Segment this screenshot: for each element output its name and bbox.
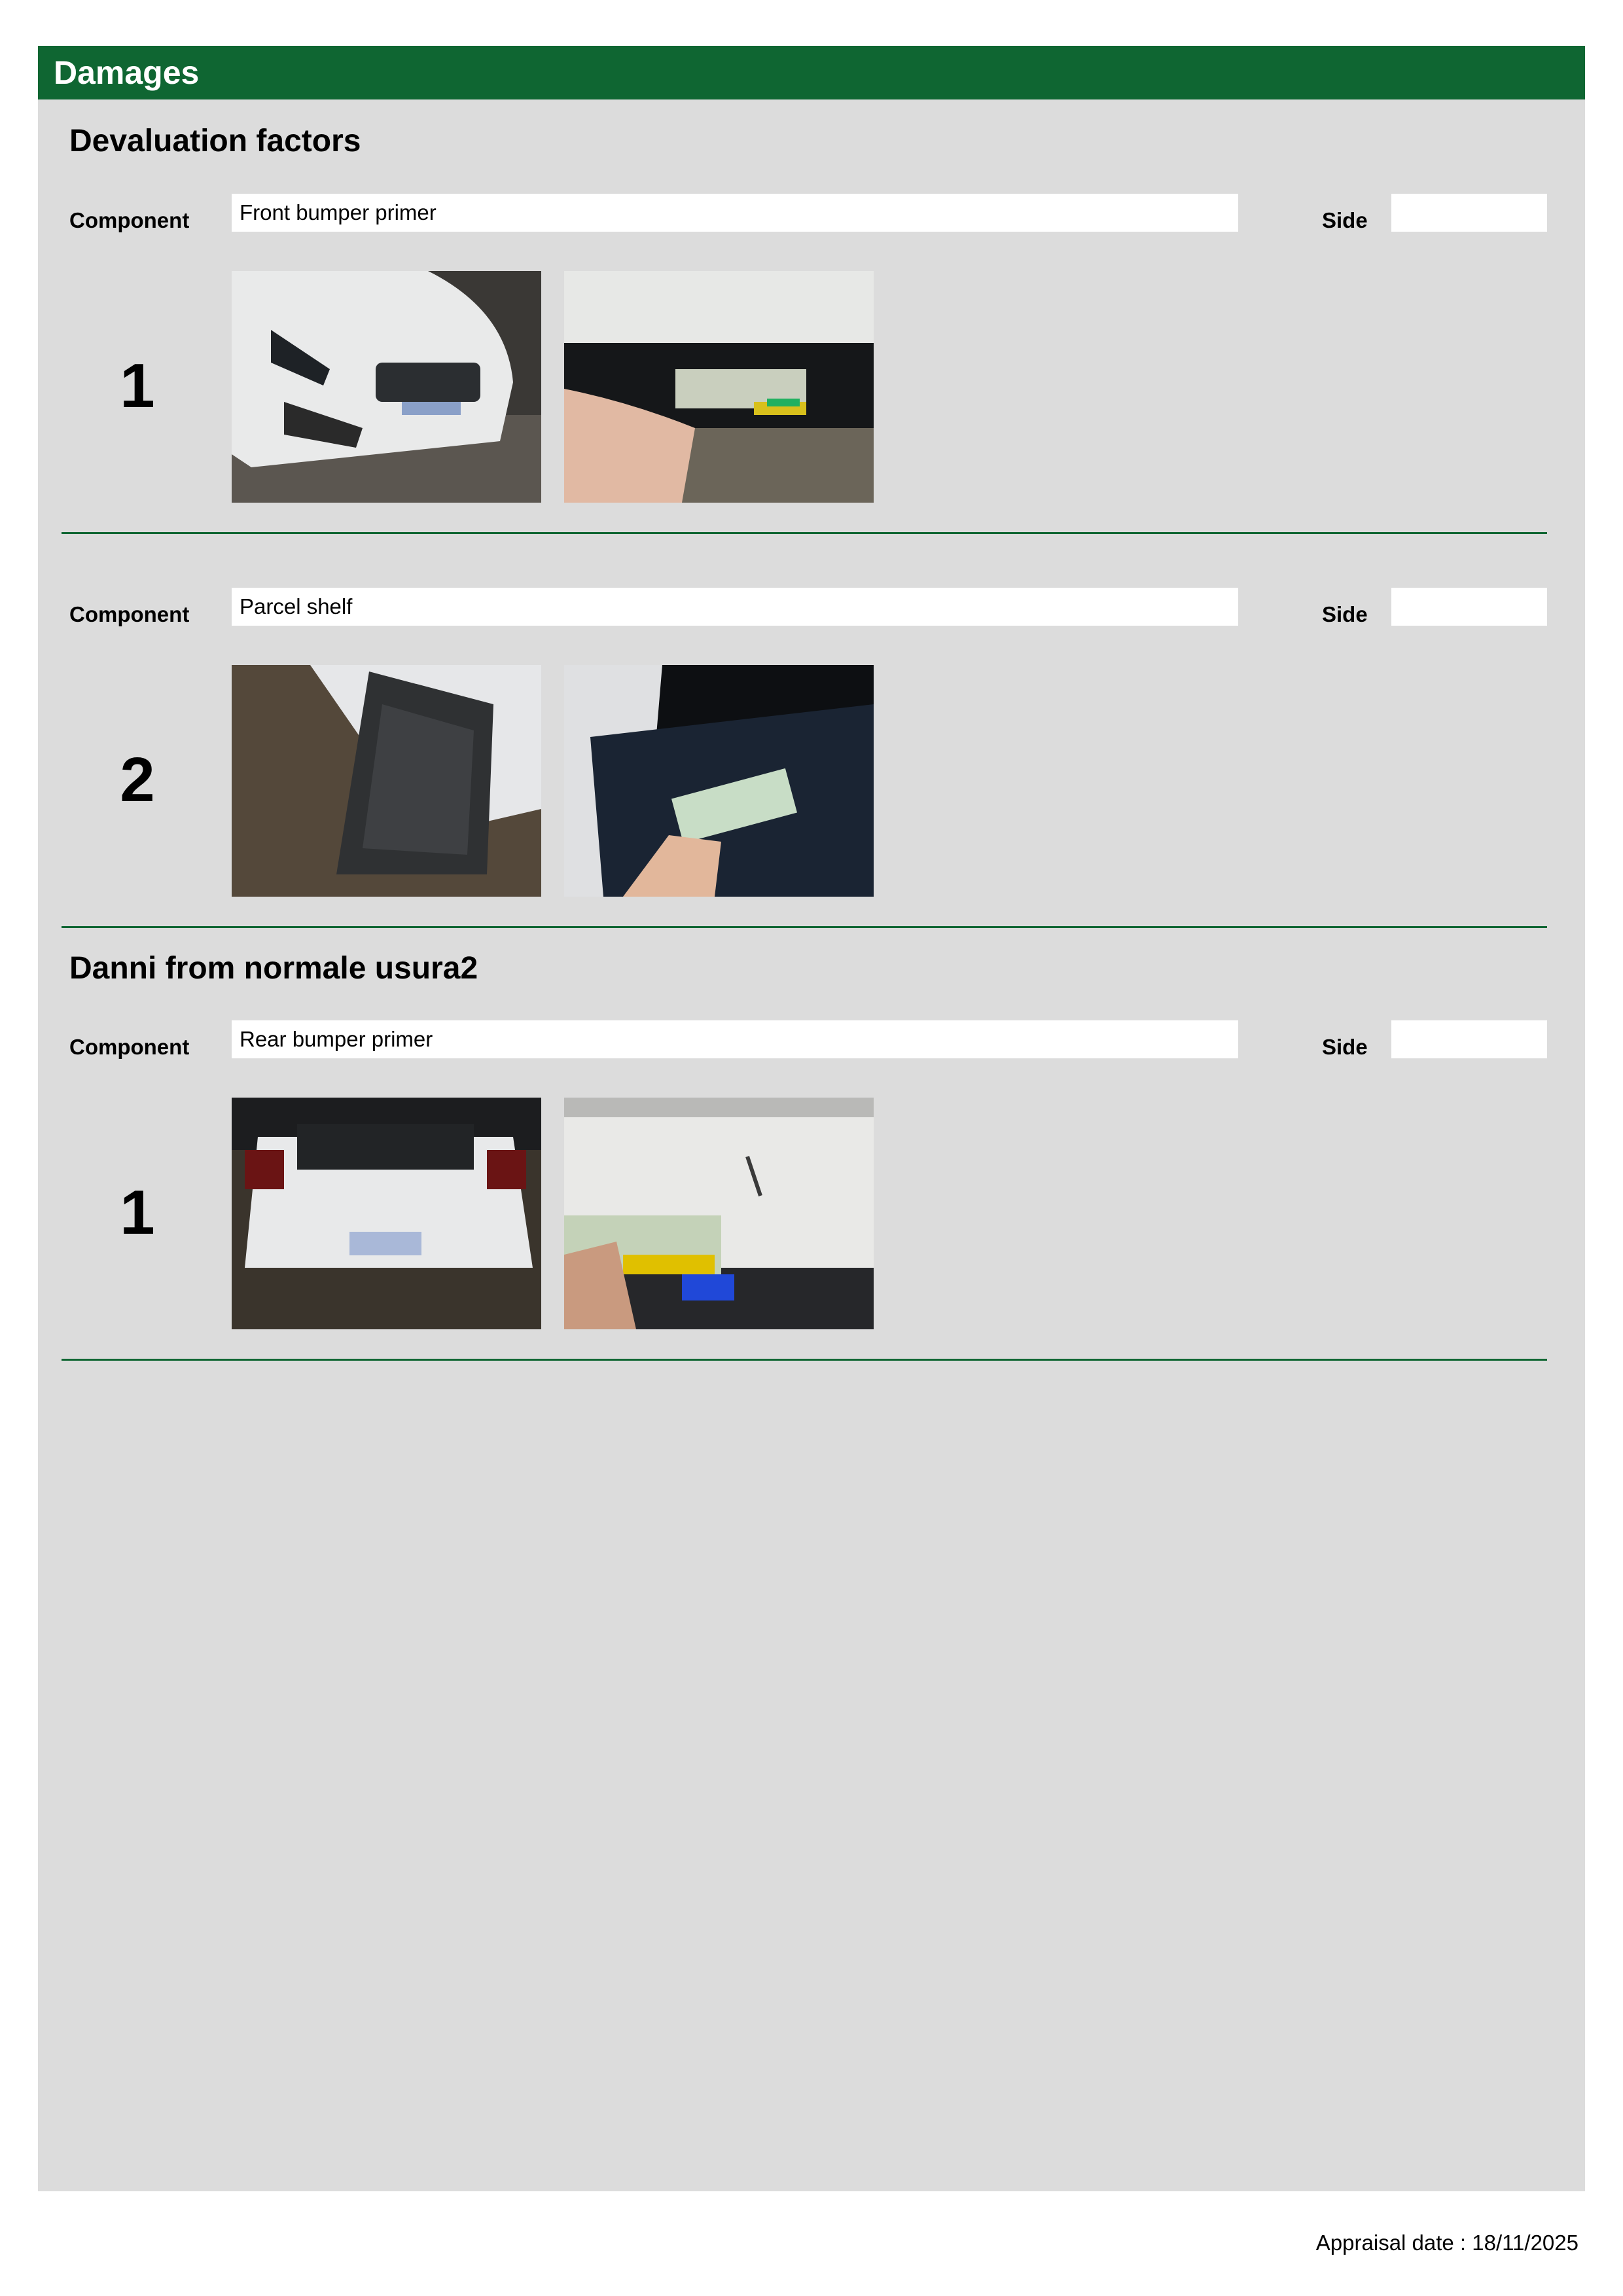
item-number: 1 bbox=[120, 351, 155, 421]
component-field: Front bumper primer bbox=[232, 194, 1238, 232]
component-field: Rear bumper primer bbox=[232, 1020, 1238, 1058]
damage-photo-detail[interactable] bbox=[564, 1098, 874, 1329]
item-number: 1 bbox=[120, 1177, 155, 1247]
component-field: Parcel shelf bbox=[232, 588, 1238, 626]
section-header: Damages bbox=[38, 46, 1585, 99]
side-field bbox=[1391, 1020, 1547, 1058]
item-divider bbox=[62, 532, 1547, 534]
side-label: Side bbox=[1322, 208, 1368, 232]
side-field bbox=[1391, 588, 1547, 626]
damage-photo-overview[interactable] bbox=[232, 665, 541, 897]
group-title-normal-wear: Danni from normale usura2 bbox=[69, 951, 478, 986]
component-label: Component bbox=[69, 1035, 190, 1059]
damage-photo-detail[interactable] bbox=[564, 271, 874, 503]
side-label: Side bbox=[1322, 602, 1368, 626]
damage-photo-overview[interactable] bbox=[232, 271, 541, 503]
component-label: Component bbox=[69, 602, 190, 626]
side-field bbox=[1391, 194, 1547, 232]
item-divider bbox=[62, 1359, 1547, 1361]
side-label: Side bbox=[1322, 1035, 1368, 1059]
item-number: 2 bbox=[120, 745, 155, 815]
group-title-devaluation: Devaluation factors bbox=[69, 124, 361, 158]
appraisal-date: Appraisal date : 18/11/2025 bbox=[1315, 2231, 1578, 2255]
component-label: Component bbox=[69, 208, 190, 232]
damage-photo-overview[interactable] bbox=[232, 1098, 541, 1329]
item-divider bbox=[62, 926, 1547, 928]
damage-photo-detail[interactable] bbox=[564, 665, 874, 897]
